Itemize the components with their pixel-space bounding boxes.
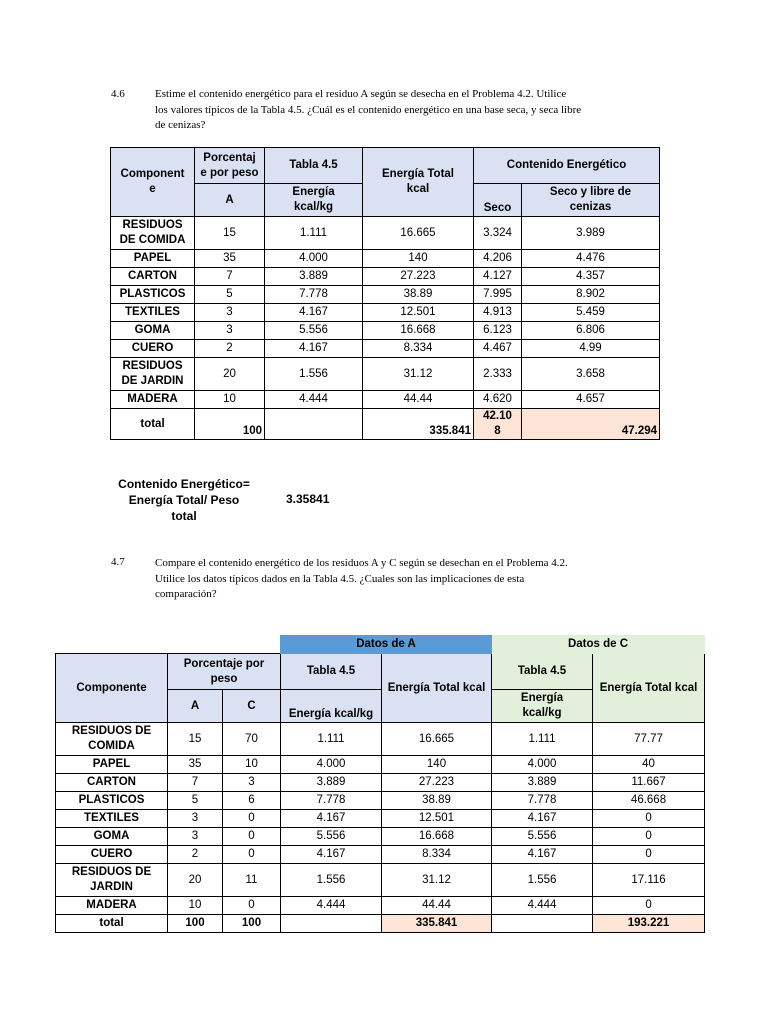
table-row	[56, 723, 705, 756]
row-et: 16.668	[363, 322, 474, 340]
row-componente: CUERO	[56, 846, 168, 864]
problem-number-4-6: 4.6	[111, 88, 125, 100]
row-ekg: 4.167	[265, 304, 363, 322]
row-et-a: 38.89	[382, 792, 492, 810]
header-c: C	[223, 690, 281, 723]
row-c: 0	[223, 828, 281, 846]
header-tabla-4-5-a: Tabla 4.5	[281, 654, 382, 690]
row-a: 3	[195, 322, 265, 340]
row-componente: CUERO	[111, 340, 195, 358]
total-c: 100	[223, 915, 281, 933]
row-ekg-c: 7.778	[492, 792, 593, 810]
total-label: total	[56, 915, 168, 933]
row-ekg: 1.111	[265, 217, 363, 250]
problem-text-line: comparación?	[155, 588, 217, 600]
row-a: 20	[195, 358, 265, 391]
row-et: 27.223	[363, 268, 474, 286]
total-energia: 335.841	[363, 409, 474, 440]
row-a: 7	[195, 268, 265, 286]
header-energia-total: Energía Total kcal	[363, 148, 474, 217]
row-et-a: 140	[382, 756, 492, 774]
table-row	[56, 810, 705, 828]
row-componente: PLASTICOS	[111, 286, 195, 304]
table-row	[111, 358, 660, 391]
total-seco-libre: 47.294	[522, 409, 660, 440]
header-a: A	[168, 690, 223, 723]
header-energia-total-a: Energía Total kcal	[382, 654, 492, 723]
row-a: 15	[195, 217, 265, 250]
row-et-c: 11.667	[593, 774, 705, 792]
header-tabla-4-5: Tabla 4.5	[265, 148, 363, 184]
row-seco: 4.467	[474, 340, 522, 358]
header-energia-kcal-kg-c: Energía kcal/kg	[492, 690, 593, 723]
total-empty	[492, 915, 593, 933]
header-energia-total-c: Energía Total kcal	[593, 654, 705, 723]
row-componente: PAPEL	[56, 756, 168, 774]
problem-text-line: Compare el contenido energético de los residuos A y C según se desechan en el Problema 4.2.	[155, 557, 568, 569]
total-a: 100	[168, 915, 223, 933]
row-seco: 4.913	[474, 304, 522, 322]
row-a: 20	[168, 864, 223, 897]
table-row	[56, 756, 705, 774]
row-sl: 3.658	[522, 358, 660, 391]
row-ekg-c: 4.000	[492, 756, 593, 774]
row-seco: 3.324	[474, 217, 522, 250]
table-row	[111, 286, 660, 304]
row-componente: CARTON	[111, 268, 195, 286]
row-ekg: 4.167	[265, 340, 363, 358]
row-sl: 5.459	[522, 304, 660, 322]
row-et-a: 12.501	[382, 810, 492, 828]
row-c: 0	[223, 846, 281, 864]
row-a: 10	[168, 897, 223, 915]
row-ekg-c: 4.167	[492, 846, 593, 864]
row-sl: 8.902	[522, 286, 660, 304]
row-ekg-a: 7.778	[281, 792, 382, 810]
row-et: 44.44	[363, 391, 474, 409]
header-energia-kcal-kg: Energía kcal/kg	[265, 184, 363, 217]
table-row	[111, 391, 660, 409]
header-tabla-4-5-c: Tabla 4.5	[492, 654, 593, 690]
row-componente: RESIDUOS DE COMIDA	[111, 217, 195, 250]
row-componente: TEXTILES	[56, 810, 168, 828]
row-ekg-c: 4.444	[492, 897, 593, 915]
row-et-c: 0	[593, 846, 705, 864]
table-row	[56, 774, 705, 792]
row-sl: 4.657	[522, 391, 660, 409]
row-et-c: 46.668	[593, 792, 705, 810]
header-seco-libre: Seco y libre de cenizas	[522, 184, 660, 217]
problem-number-4-7: 4.7	[111, 556, 125, 568]
table-row	[56, 828, 705, 846]
row-c: 0	[223, 897, 281, 915]
header-datos-a: Datos de A	[281, 636, 492, 654]
row-ekg: 7.778	[265, 286, 363, 304]
row-ekg-a: 4.167	[281, 846, 382, 864]
row-et-a: 16.668	[382, 828, 492, 846]
header-porcentaje: Porcentaj e por peso	[195, 148, 265, 184]
row-componente: PLASTICOS	[56, 792, 168, 810]
energy-comparison-table	[55, 635, 705, 933]
problem-text-4-6	[155, 87, 658, 134]
row-et: 140	[363, 250, 474, 268]
row-componente: TEXTILES	[111, 304, 195, 322]
row-et: 16.665	[363, 217, 474, 250]
row-ekg-a: 4.444	[281, 897, 382, 915]
row-ekg: 1.556	[265, 358, 363, 391]
row-ekg: 4.000	[265, 250, 363, 268]
row-a: 5	[168, 792, 223, 810]
row-ekg-a: 4.000	[281, 756, 382, 774]
row-componente: CARTON	[56, 774, 168, 792]
row-componente: MADERA	[111, 391, 195, 409]
total-seco: 42.10 8	[474, 409, 522, 440]
row-c: 11	[223, 864, 281, 897]
row-sl: 4.476	[522, 250, 660, 268]
row-sl: 3.989	[522, 217, 660, 250]
row-a: 35	[168, 756, 223, 774]
row-et-c: 17.116	[593, 864, 705, 897]
row-componente: GOMA	[111, 322, 195, 340]
row-et-c: 77.77	[593, 723, 705, 756]
problem-text-line: los valores típicos de la Tabla 4.5. ¿Cuál es el contenido energético en una base seca, y seca libre	[155, 103, 582, 116]
table-row	[56, 846, 705, 864]
total-empty	[281, 915, 382, 933]
row-ekg-a: 3.889	[281, 774, 382, 792]
row-componente: RESIDUOS DE COMIDA	[56, 723, 168, 756]
row-et-a: 8.334	[382, 846, 492, 864]
row-a: 3	[168, 828, 223, 846]
header-datos-c: Datos de C	[492, 636, 705, 654]
energy-formula-value: 3.35841	[286, 492, 330, 506]
total-a: 100	[195, 409, 265, 440]
row-componente: PAPEL	[111, 250, 195, 268]
row-c: 6	[223, 792, 281, 810]
table-row	[56, 897, 705, 915]
total-energia-a: 335.841	[382, 915, 492, 933]
row-a: 2	[195, 340, 265, 358]
energy-formula: Contenido Energético= Energía Total/ Peso total	[118, 477, 250, 523]
row-et-c: 0	[593, 828, 705, 846]
row-ekg-a: 1.556	[281, 864, 382, 897]
row-a: 10	[195, 391, 265, 409]
table-row	[111, 268, 660, 286]
spacer	[56, 636, 281, 654]
row-ekg: 5.556	[265, 322, 363, 340]
header-porcentaje: Porcentaje por peso	[168, 654, 281, 690]
row-a: 3	[168, 810, 223, 828]
row-et-c: 40	[593, 756, 705, 774]
row-et-a: 27.223	[382, 774, 492, 792]
problem-text-line: Utilice los datos típicos dados en la Tabla 4.5. ¿Cuales son las implicaciones de esta	[155, 572, 525, 585]
row-et-a: 31.12	[382, 864, 492, 897]
row-a: 35	[195, 250, 265, 268]
row-ekg-a: 1.111	[281, 723, 382, 756]
row-a: 15	[168, 723, 223, 756]
header-energia-kcal-kg-a: Energía kcal/kg	[281, 690, 382, 723]
row-seco: 4.206	[474, 250, 522, 268]
row-a: 2	[168, 846, 223, 864]
header-componente: Componente	[56, 654, 168, 723]
row-seco: 4.127	[474, 268, 522, 286]
row-et-a: 44.44	[382, 897, 492, 915]
table-row	[56, 792, 705, 810]
row-seco: 6.123	[474, 322, 522, 340]
row-c: 0	[223, 810, 281, 828]
row-sl: 6.806	[522, 322, 660, 340]
header-contenido-energetico: Contenido Energético	[474, 148, 660, 184]
energy-table-a	[110, 147, 660, 440]
row-ekg-c: 1.111	[492, 723, 593, 756]
problem-text-4-7	[155, 556, 658, 603]
row-ekg-a: 4.167	[281, 810, 382, 828]
row-c: 3	[223, 774, 281, 792]
row-et: 31.12	[363, 358, 474, 391]
row-ekg-c: 4.167	[492, 810, 593, 828]
row-c: 10	[223, 756, 281, 774]
problem-text-line: Estime el contenido energético para el residuo A según se desecha en el Problema 4.2. Utilice	[155, 88, 567, 100]
row-et-c: 0	[593, 897, 705, 915]
problem-text-line: de cenizas?	[155, 119, 206, 131]
row-et: 12.501	[363, 304, 474, 322]
row-seco: 7.995	[474, 286, 522, 304]
row-ekg-c: 5.556	[492, 828, 593, 846]
header-a: A	[195, 184, 265, 217]
row-c: 70	[223, 723, 281, 756]
row-sl: 4.357	[522, 268, 660, 286]
total-empty	[265, 409, 363, 440]
row-componente: GOMA	[56, 828, 168, 846]
row-et: 38.89	[363, 286, 474, 304]
row-componente: RESIDUOS DE JARDIN	[56, 864, 168, 897]
row-a: 3	[195, 304, 265, 322]
row-et-c: 0	[593, 810, 705, 828]
row-seco: 4.620	[474, 391, 522, 409]
row-a: 5	[195, 286, 265, 304]
header-seco: Seco	[474, 184, 522, 217]
table-row	[111, 217, 660, 250]
row-ekg-c: 1.556	[492, 864, 593, 897]
table-row	[56, 864, 705, 897]
table-row	[111, 322, 660, 340]
table-row	[111, 304, 660, 322]
row-componente: MADERA	[56, 897, 168, 915]
row-ekg: 4.444	[265, 391, 363, 409]
row-ekg-c: 3.889	[492, 774, 593, 792]
table-row	[111, 250, 660, 268]
row-et-a: 16.665	[382, 723, 492, 756]
row-ekg-a: 5.556	[281, 828, 382, 846]
row-seco: 2.333	[474, 358, 522, 391]
row-componente: RESIDUOS DE JARDIN	[111, 358, 195, 391]
row-sl: 4.99	[522, 340, 660, 358]
total-energia-c: 193.221	[593, 915, 705, 933]
row-et: 8.334	[363, 340, 474, 358]
total-label: total	[111, 409, 195, 440]
header-componente: Component e	[111, 148, 195, 217]
row-ekg: 3.889	[265, 268, 363, 286]
table-row	[111, 340, 660, 358]
row-a: 7	[168, 774, 223, 792]
